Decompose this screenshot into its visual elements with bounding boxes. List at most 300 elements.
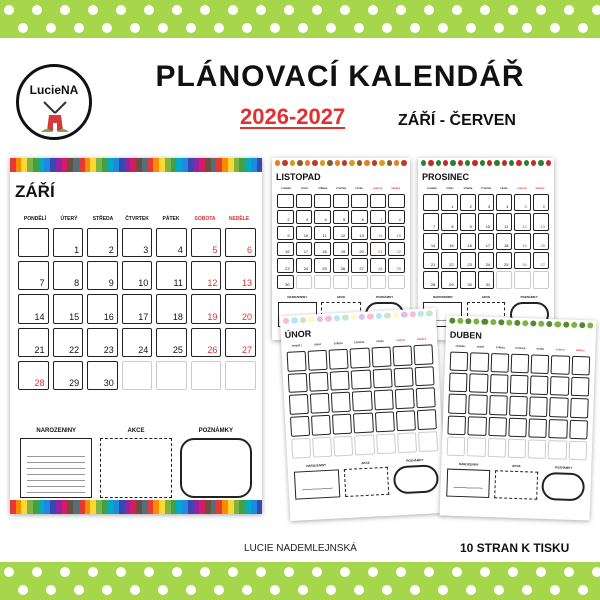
day-cell[interactable] <box>333 258 350 272</box>
day-cell[interactable] <box>18 294 49 323</box>
day-cell[interactable] <box>468 395 487 415</box>
day-cell[interactable] <box>478 213 494 230</box>
weekday-label: STŘEDA <box>463 188 473 190</box>
day-cell[interactable] <box>277 242 294 256</box>
dot <box>326 23 336 33</box>
day-cell[interactable] <box>351 226 368 240</box>
weekday-label: PONDĚLÍ <box>455 345 466 349</box>
day-cell[interactable] <box>489 395 508 415</box>
day-cell[interactable] <box>423 271 439 288</box>
day-cell[interactable] <box>314 210 331 224</box>
day-number: 7 <box>433 223 436 229</box>
day-cell[interactable] <box>308 350 328 371</box>
top-dotted-band <box>0 0 600 38</box>
day-cell[interactable] <box>18 228 49 257</box>
day-cell[interactable] <box>388 275 405 289</box>
day-cell[interactable] <box>468 416 487 436</box>
day-cell[interactable] <box>296 275 313 289</box>
day-number: 26 <box>522 262 527 268</box>
day-cell[interactable] <box>53 228 84 257</box>
weekday-label: NEDĚLE <box>417 338 427 342</box>
day-cell[interactable] <box>373 390 393 411</box>
day-cell[interactable] <box>423 194 439 211</box>
day-number: 25 <box>172 344 183 355</box>
day-cell[interactable] <box>478 194 494 211</box>
day-cell[interactable] <box>496 194 512 211</box>
day-number: 18 <box>503 242 509 248</box>
day-cell[interactable] <box>296 226 313 240</box>
day-cell[interactable] <box>496 252 512 269</box>
day-cell[interactable] <box>156 228 187 257</box>
day-cell[interactable] <box>370 226 387 240</box>
day-cell[interactable] <box>460 252 476 269</box>
dot <box>88 567 98 577</box>
day-cell[interactable] <box>417 409 437 430</box>
day-cell[interactable] <box>416 388 436 409</box>
day-cell[interactable] <box>374 412 394 433</box>
day-cell[interactable] <box>392 345 412 366</box>
day-cell[interactable] <box>53 294 84 323</box>
day-cell[interactable] <box>277 275 294 289</box>
day-number: 3 <box>305 217 309 223</box>
day-cell[interactable] <box>277 194 294 208</box>
dot <box>284 567 294 577</box>
day-cell[interactable] <box>370 275 387 289</box>
day-cell[interactable] <box>311 415 331 436</box>
dot <box>298 23 308 33</box>
day-number: 19 <box>340 249 346 255</box>
day-cell[interactable] <box>441 271 457 288</box>
day-cell[interactable] <box>530 376 549 396</box>
day-cell[interactable] <box>288 373 308 394</box>
month-name: ÚNOR <box>284 328 312 340</box>
weekday-label: SOBOTA <box>555 349 566 352</box>
day-cell[interactable] <box>351 258 368 272</box>
dot <box>32 5 42 15</box>
day-cell[interactable] <box>277 258 294 272</box>
day-cell[interactable] <box>460 213 476 230</box>
dot <box>46 585 56 595</box>
day-cell[interactable] <box>370 242 387 256</box>
page-title: PLÁNOVACÍ KALENDÁŘ <box>155 60 525 93</box>
day-cell[interactable] <box>528 418 547 438</box>
dot <box>536 5 546 15</box>
day-cell[interactable] <box>350 348 370 369</box>
day-cell[interactable] <box>441 233 457 250</box>
day-cell[interactable] <box>447 436 466 456</box>
day-cell[interactable] <box>296 210 313 224</box>
day-cell[interactable] <box>122 228 153 257</box>
day-number: 14 <box>34 311 45 322</box>
day-cell[interactable] <box>397 432 417 453</box>
day-cell[interactable] <box>496 213 512 230</box>
day-cell[interactable] <box>571 356 590 376</box>
day-cell[interactable] <box>376 433 396 454</box>
day-cell[interactable] <box>329 349 349 370</box>
dot <box>32 567 42 577</box>
day-cell[interactable] <box>312 437 332 458</box>
day-cell[interactable] <box>393 367 413 388</box>
weekday-label: ÚTERÝ <box>300 188 309 190</box>
day-cell[interactable] <box>351 275 368 289</box>
day-cell[interactable] <box>487 438 506 458</box>
day-number: 14 <box>430 242 436 248</box>
day-cell[interactable] <box>370 210 387 224</box>
day-cell[interactable] <box>371 346 391 367</box>
day-number: 17 <box>485 242 491 248</box>
day-cell[interactable] <box>289 394 309 415</box>
day-cell[interactable] <box>333 210 350 224</box>
decor-item <box>333 315 340 321</box>
decor-item <box>367 313 374 319</box>
day-cell[interactable] <box>467 437 486 457</box>
day-cell[interactable] <box>568 441 587 461</box>
day-cell[interactable] <box>332 414 352 435</box>
day-cell[interactable] <box>333 242 350 256</box>
decor-item <box>546 160 551 166</box>
day-number: 6 <box>246 245 252 256</box>
day-number: 28 <box>377 265 383 271</box>
section-label: AKCE <box>481 294 491 299</box>
day-cell[interactable] <box>450 352 469 372</box>
day-cell[interactable] <box>388 226 405 240</box>
day-number: 20 <box>241 311 252 322</box>
day-cell[interactable] <box>296 194 313 208</box>
day-cell[interactable] <box>514 233 530 250</box>
day-cell[interactable] <box>87 294 118 323</box>
decor-item <box>275 160 280 166</box>
day-cell[interactable] <box>351 369 371 390</box>
decor-item <box>480 160 485 166</box>
decor-item <box>394 160 399 166</box>
day-cell[interactable] <box>191 228 222 257</box>
day-cell[interactable] <box>156 294 187 323</box>
dot <box>494 23 504 33</box>
decor-item <box>349 160 354 166</box>
day-cell[interactable] <box>333 226 350 240</box>
day-cell[interactable] <box>514 194 530 211</box>
day-number: 10 <box>138 278 149 289</box>
day-cell[interactable] <box>122 261 153 290</box>
day-cell[interactable] <box>490 353 509 373</box>
day-cell[interactable] <box>423 252 439 269</box>
lucienа-logo <box>16 64 92 140</box>
day-cell[interactable] <box>53 261 84 290</box>
weekday-label: STŘEDA <box>318 188 328 190</box>
day-cell[interactable] <box>370 194 387 208</box>
day-cell[interactable] <box>441 252 457 269</box>
dot <box>172 567 182 577</box>
day-cell[interactable] <box>225 228 256 257</box>
day-cell[interactable] <box>418 431 438 452</box>
day-cell[interactable] <box>191 261 222 290</box>
day-cell[interactable] <box>370 258 387 272</box>
decor-item <box>308 316 315 322</box>
day-cell[interactable] <box>191 361 222 390</box>
day-cell[interactable] <box>87 261 118 290</box>
birthdays-box[interactable] <box>446 469 490 498</box>
day-cell[interactable] <box>570 377 589 397</box>
day-cell[interactable] <box>549 398 568 418</box>
day-cell[interactable] <box>18 361 49 390</box>
day-cell[interactable] <box>496 233 512 250</box>
day-cell[interactable] <box>448 394 467 414</box>
dot <box>186 585 196 595</box>
decor-item <box>350 314 357 320</box>
day-cell[interactable] <box>352 391 372 412</box>
weekday-label: PÁTEK <box>355 188 363 190</box>
day-cell[interactable] <box>550 376 569 396</box>
day-number: 27 <box>540 262 545 268</box>
dot <box>396 5 406 15</box>
day-cell[interactable] <box>122 328 153 357</box>
day-number: 9 <box>108 278 114 289</box>
day-cell[interactable] <box>333 275 350 289</box>
weekday-label: PÁTEK <box>500 188 508 190</box>
decor-item <box>465 318 471 324</box>
day-cell[interactable] <box>314 242 331 256</box>
day-number: 11 <box>322 233 327 239</box>
day-cell[interactable] <box>291 438 311 459</box>
day-number: 15 <box>69 311 80 322</box>
weekday-label: ČTVRTEK <box>354 341 365 345</box>
day-cell[interactable] <box>489 374 508 394</box>
day-cell[interactable] <box>310 393 330 414</box>
events-box[interactable] <box>343 466 389 497</box>
day-cell[interactable] <box>529 397 548 417</box>
day-cell[interactable] <box>460 233 476 250</box>
weekday-label: ÚTERÝ <box>313 344 322 347</box>
day-cell[interactable] <box>531 354 550 374</box>
day-cell[interactable] <box>496 271 512 288</box>
day-cell[interactable] <box>388 210 405 224</box>
day-cell[interactable] <box>191 328 222 357</box>
day-cell[interactable] <box>156 361 187 390</box>
weekday-label: ÚTERÝ <box>60 216 78 222</box>
day-cell[interactable] <box>478 271 494 288</box>
day-cell[interactable] <box>423 233 439 250</box>
dot <box>522 23 532 33</box>
day-cell[interactable] <box>18 261 49 290</box>
decor-item <box>384 312 391 318</box>
day-number: 23 <box>467 262 472 268</box>
dot <box>550 585 560 595</box>
dot <box>396 567 406 577</box>
day-cell[interactable] <box>53 361 84 390</box>
day-cell[interactable] <box>388 194 405 208</box>
day-cell[interactable] <box>470 352 489 372</box>
day-cell[interactable] <box>533 194 549 211</box>
day-cell[interactable] <box>414 366 434 387</box>
day-cell[interactable] <box>507 438 526 458</box>
day-cell[interactable] <box>333 435 353 456</box>
dot <box>116 567 126 577</box>
events-box[interactable] <box>494 470 538 499</box>
day-cell[interactable] <box>533 252 549 269</box>
day-cell[interactable] <box>225 361 256 390</box>
day-cell[interactable] <box>156 261 187 290</box>
notes-box[interactable] <box>541 472 585 501</box>
day-number: 27 <box>241 344 252 355</box>
decor-item <box>579 322 585 328</box>
day-cell[interactable] <box>225 261 256 290</box>
day-cell[interactable] <box>510 375 529 395</box>
dot <box>186 23 196 33</box>
day-number: 17 <box>138 311 149 322</box>
day-cell[interactable] <box>478 233 494 250</box>
day-number: 8 <box>451 223 454 229</box>
decor-item <box>555 321 561 327</box>
day-cell[interactable] <box>122 361 153 390</box>
day-cell[interactable] <box>469 373 488 393</box>
decor-item <box>325 316 332 322</box>
section-label: NAROZENINY <box>287 294 308 299</box>
day-cell[interactable] <box>351 210 368 224</box>
day-cell[interactable] <box>351 242 368 256</box>
day-cell[interactable] <box>449 373 468 393</box>
day-cell[interactable] <box>514 213 530 230</box>
events-box[interactable] <box>100 438 172 498</box>
day-cell[interactable] <box>514 252 530 269</box>
day-number: 22 <box>449 262 454 268</box>
day-cell[interactable] <box>441 213 457 230</box>
day-cell[interactable] <box>488 417 507 437</box>
day-cell[interactable] <box>548 440 567 460</box>
decor-item <box>494 160 499 166</box>
decor-item <box>502 160 507 166</box>
day-cell[interactable] <box>351 194 368 208</box>
day-cell[interactable] <box>191 294 222 323</box>
calendar-page-september <box>10 158 262 514</box>
month-name: LISTOPAD <box>276 172 321 182</box>
decor-item <box>498 319 504 325</box>
day-number: 18 <box>322 249 327 255</box>
day-cell[interactable] <box>355 434 375 455</box>
notes-box[interactable] <box>180 438 252 498</box>
weekday-label: SOBOTA <box>194 216 216 222</box>
month-name: PROSINEC <box>422 172 470 182</box>
pencil-border-top <box>10 158 262 172</box>
day-number: 1 <box>451 204 454 210</box>
day-cell[interactable] <box>533 271 549 288</box>
day-cell[interactable] <box>569 419 588 439</box>
day-number: 17 <box>303 249 309 255</box>
day-cell[interactable] <box>447 415 466 435</box>
day-number: 24 <box>138 344 149 355</box>
day-cell[interactable] <box>372 368 392 389</box>
weekday-header <box>277 188 405 190</box>
day-cell[interactable] <box>388 242 405 256</box>
day-number: 31 <box>485 281 491 287</box>
day-cell[interactable] <box>528 439 547 459</box>
day-cell[interactable] <box>460 194 476 211</box>
day-cell[interactable] <box>87 361 118 390</box>
day-cell[interactable] <box>510 354 529 374</box>
decor-item <box>282 160 287 166</box>
day-number: 13 <box>241 278 252 289</box>
day-grid <box>423 194 549 289</box>
day-cell[interactable] <box>333 194 350 208</box>
dot <box>172 5 182 15</box>
pencil-border-bottom <box>10 500 262 514</box>
day-cell[interactable] <box>413 344 433 365</box>
decor-item <box>335 160 340 166</box>
day-cell[interactable] <box>156 328 187 357</box>
day-cell[interactable] <box>533 233 549 250</box>
birthdays-box[interactable] <box>20 438 92 498</box>
day-cell[interactable] <box>277 226 294 240</box>
day-cell[interactable] <box>87 228 118 257</box>
notes-box[interactable] <box>393 464 439 495</box>
day-cell[interactable] <box>309 371 329 392</box>
day-cell[interactable] <box>353 413 373 434</box>
day-number: 3 <box>143 245 149 256</box>
day-cell[interactable] <box>296 258 313 272</box>
day-number: 1 <box>74 245 80 256</box>
dot <box>242 585 252 595</box>
day-cell[interactable] <box>314 275 331 289</box>
day-cell[interactable] <box>330 370 350 391</box>
weekday-header <box>18 216 256 222</box>
day-number: 5 <box>524 204 527 210</box>
day-cell[interactable] <box>287 351 307 372</box>
day-cell[interactable] <box>314 194 331 208</box>
day-number: 26 <box>340 265 346 271</box>
day-cell[interactable] <box>314 258 331 272</box>
day-cell[interactable] <box>509 396 528 416</box>
day-number: 29 <box>396 265 401 271</box>
day-cell[interactable] <box>441 194 457 211</box>
day-number: 13 <box>540 223 545 229</box>
day-cell[interactable] <box>423 213 439 230</box>
birthdays-box[interactable] <box>294 469 340 500</box>
dot <box>88 5 98 15</box>
day-cell[interactable] <box>478 252 494 269</box>
day-cell[interactable] <box>551 355 570 375</box>
day-cell[interactable] <box>460 271 476 288</box>
day-cell[interactable] <box>87 328 118 357</box>
day-cell[interactable] <box>508 417 527 437</box>
day-cell[interactable] <box>533 213 549 230</box>
day-cell[interactable] <box>53 328 84 357</box>
day-cell[interactable] <box>314 226 331 240</box>
day-cell[interactable] <box>225 294 256 323</box>
day-cell[interactable] <box>514 271 530 288</box>
day-cell[interactable] <box>290 416 310 437</box>
calendar-page-april <box>440 315 597 520</box>
weekday-label: ČTVRTEK <box>480 188 492 190</box>
day-cell[interactable] <box>549 419 568 439</box>
decor-item <box>317 316 324 322</box>
day-cell[interactable] <box>396 410 416 431</box>
day-cell[interactable] <box>277 210 294 224</box>
day-cell[interactable] <box>331 392 351 413</box>
day-cell[interactable] <box>122 294 153 323</box>
weekday-label: STŘEDA <box>333 342 343 346</box>
dot <box>550 23 560 33</box>
day-cell[interactable] <box>394 389 414 410</box>
decor-item <box>530 320 536 326</box>
day-cell[interactable] <box>225 328 256 357</box>
day-cell[interactable] <box>570 398 589 418</box>
day-cell[interactable] <box>18 328 49 357</box>
day-cell[interactable] <box>388 258 405 272</box>
day-number: 6 <box>542 204 545 210</box>
decor-item <box>506 320 512 326</box>
dot <box>508 5 518 15</box>
day-number: 20 <box>359 249 364 255</box>
day-cell[interactable] <box>296 242 313 256</box>
